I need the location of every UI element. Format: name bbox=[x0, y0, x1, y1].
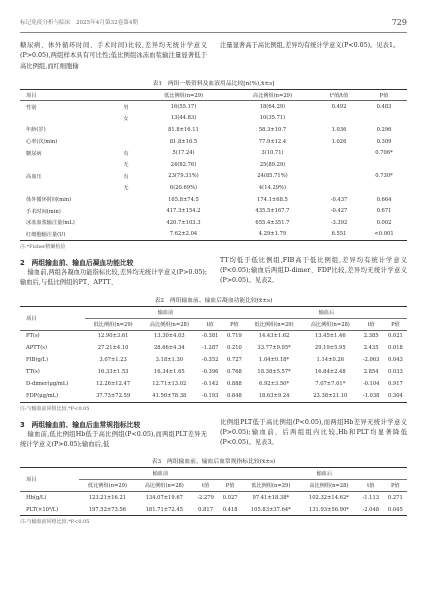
section3-right-paragraph: 比例组PLT低于高比例组(P<0.05),而两组Hb差异无统计学意义(P>0.05);输血前、后两组组内比较,Hb和PLT均显著降低(P<0.05)。见表3。 bbox=[220, 418, 407, 447]
table1-cell: 0.664 bbox=[376, 196, 392, 203]
table3-header-cell: 高比例组(n=28) bbox=[136, 480, 193, 492]
table1-note: 注:*Fisher精确检验 bbox=[20, 243, 66, 250]
table2-group-row bbox=[20, 306, 407, 318]
table2-cell: 23.38±21.10 bbox=[302, 390, 358, 402]
table1-cell: 年龄(岁) bbox=[26, 127, 46, 134]
table1-cell bbox=[20, 182, 113, 194]
table2-cell: 0.033 bbox=[387, 369, 403, 375]
table1-cell: 1.036 bbox=[331, 126, 347, 133]
table1-cell: 24(85.71%) bbox=[257, 173, 288, 180]
table1-row bbox=[20, 229, 407, 241]
table2-cell: 2.854 bbox=[363, 369, 379, 375]
table2-row bbox=[20, 378, 407, 390]
table3-header-cell: P值 bbox=[218, 480, 241, 492]
table1-cell: 420.7±103.3 bbox=[166, 219, 201, 226]
table3-header-cell: 项目 bbox=[20, 468, 79, 492]
table1-row bbox=[20, 182, 407, 194]
table2-header-cell: 低比例组(n=29) bbox=[85, 318, 141, 330]
table1-cell bbox=[113, 205, 139, 217]
section3-heading: 3 两组输血前、输血后血常规指标比较 bbox=[20, 420, 141, 429]
table1-cell: 13(44.83) bbox=[170, 115, 197, 122]
table2-cell: -1.038 bbox=[358, 390, 383, 402]
table1-cell: 冰冻血浆输注量(mL) bbox=[26, 220, 75, 227]
table1-cell: 糖尿病 bbox=[26, 150, 42, 157]
table2-cell: 0.018 bbox=[387, 345, 403, 351]
table1-cell: 男 bbox=[123, 104, 129, 111]
table2-cell: -0.396 bbox=[201, 369, 219, 375]
table3-cell: 197.52±73.56 bbox=[79, 504, 136, 516]
table3-cell: 134.07±19.67 bbox=[145, 495, 183, 502]
table1-cell: 4.29±1.79 bbox=[228, 229, 317, 241]
table1-cell: 81.8±16.11 bbox=[168, 126, 199, 133]
table1-cell: 6.551 bbox=[317, 229, 361, 241]
table2-header-cell: 高比例组(n=28) bbox=[141, 318, 197, 330]
table1-cell: 81.8±16.5 bbox=[169, 138, 198, 145]
table2-header-cell: 项目 bbox=[20, 306, 85, 330]
table1-cell: <0.001 bbox=[361, 229, 407, 241]
table1-cell: -0.427 bbox=[330, 208, 348, 215]
table2-header-cell: P值 bbox=[384, 318, 407, 330]
table3-cell: 0.027 bbox=[222, 495, 238, 502]
table1-cell: 0.706* bbox=[375, 150, 393, 157]
table2-cell: 0.727 bbox=[226, 357, 242, 363]
table1-header-cell: 项目 bbox=[20, 89, 113, 101]
table3-cell: -1.113 bbox=[362, 495, 380, 502]
table1-cell bbox=[113, 124, 139, 136]
table2-cell: 12.71±13.02 bbox=[152, 381, 187, 387]
intro-left-paragraph: 糖尿病、体外循环时间、手术时间)比较,差异均无统计学意义(P>0.05),两组样本具有可比性;低比例组冰冻血浆输注量显著低于高比例组,而红细胞输 bbox=[20, 42, 207, 70]
table3-header-cell: t值 bbox=[358, 480, 384, 492]
table2-cell: 0.719 bbox=[226, 333, 242, 340]
table2-cell: 13.45±1.46 bbox=[314, 333, 346, 340]
table2-cell: FIB(g/L) bbox=[26, 357, 49, 363]
table2-header-cell: 高比例组(n=28) bbox=[302, 318, 358, 330]
table1-cell bbox=[113, 229, 139, 241]
table1-cell: 655.4±351.7 bbox=[255, 219, 290, 226]
table2-cell: 12.90±3.61 bbox=[97, 333, 129, 340]
table3-cell: 0.817 bbox=[193, 504, 219, 516]
table3-cell: PLT(×10⁹/L) bbox=[20, 504, 79, 516]
running-head bbox=[20, 18, 407, 27]
table1-cell: 0.671 bbox=[376, 208, 392, 215]
table2-cell: 14.43±1.62 bbox=[258, 333, 290, 340]
table2-cell: 28.66±4.34 bbox=[153, 345, 185, 351]
header-rule bbox=[20, 32, 407, 33]
table2-cell: FDP(μg/mL) bbox=[20, 390, 85, 402]
section2-left-paragraph: 输血前,两组各凝血功能指标比较,差异均无统计学意义(P>0.05);输血后,与低比例组的PT、APTT、 bbox=[20, 268, 207, 287]
table2-caption: 表2 两组输血前、输血后凝血功能比较(x̄±s) bbox=[154, 297, 273, 304]
table2-cell: 3.18±1.30 bbox=[155, 357, 184, 363]
table1-cell: 0.483 bbox=[376, 104, 392, 111]
table2-header-cell: t值 bbox=[197, 318, 222, 330]
table2-header-cell: P值 bbox=[223, 318, 246, 330]
table1-row bbox=[20, 101, 407, 113]
table2-body bbox=[20, 330, 407, 402]
table1-row bbox=[20, 124, 407, 136]
table1-row bbox=[20, 159, 407, 171]
table2-cell: 18.63±9.24 bbox=[246, 390, 302, 402]
table2-cell: TT(s) bbox=[26, 369, 40, 375]
table1-row bbox=[20, 147, 407, 159]
page-number: 729 bbox=[391, 18, 407, 27]
section2-right-paragraph: TT均低于低比例组,FIB高于低比例组,差异均有统计学意义(P<0.05);输血后两组D-dimer、FDP比较,差异均无统计学意义(P>0.05)。见表2。 bbox=[220, 256, 407, 285]
table3-cell: 105.83±37.64* bbox=[242, 504, 300, 516]
table1-cell: 24(82.76) bbox=[170, 161, 197, 168]
table1-cell: 0.730* bbox=[375, 173, 393, 180]
table1-caption: 表1 两组一般资料及血液用品比较[n(%),x̄±s] bbox=[152, 80, 275, 87]
table1-cell: 女 bbox=[123, 115, 129, 122]
table2-cell: 33.77±9.05* bbox=[257, 345, 291, 351]
table2-cell: -0.142 bbox=[201, 381, 219, 387]
table1-cell: 1.026 bbox=[331, 138, 347, 145]
table1-cell bbox=[361, 182, 407, 194]
table3-cell: 0.045 bbox=[384, 504, 407, 516]
table1-cell: 高血压 bbox=[26, 173, 42, 180]
table1-cell bbox=[20, 159, 113, 171]
table1-header-cell: P值 bbox=[361, 89, 407, 101]
table3-cell: -2.279 bbox=[197, 495, 214, 502]
table1-cell: 16(55.17) bbox=[170, 104, 197, 111]
table2-group-after: 输血后 bbox=[246, 306, 407, 318]
table1-cell: 心率(次/min) bbox=[26, 139, 58, 146]
table3-header-cell: 低比例组(n=29) bbox=[242, 480, 300, 492]
table2-cell: 6.92±3.50* bbox=[259, 381, 290, 387]
table2-cell: -0.352 bbox=[201, 357, 219, 363]
table2-header-cell: 低比例组(n=29) bbox=[246, 318, 302, 330]
table1-cell: 165.8±74.5 bbox=[168, 196, 199, 203]
table2-cell: 2.435 bbox=[363, 345, 379, 351]
table1-cell: 6(20.69%) bbox=[169, 184, 198, 191]
table3-header-cell: 低比例组(n=29) bbox=[79, 480, 136, 492]
table2-row bbox=[20, 390, 407, 402]
table2-cell: 16.33±1.53 bbox=[97, 369, 129, 375]
table2-cell: D-dimer(μg/mL) bbox=[26, 381, 69, 387]
table1-cell: -0.437 bbox=[330, 196, 348, 203]
table2-cell: 0.888 bbox=[226, 381, 242, 387]
table2-note: 注:与输血前同组比较,*P<0.05 bbox=[20, 405, 90, 412]
table1-row bbox=[20, 194, 407, 206]
table1-cell: 417.3±154.2 bbox=[166, 208, 201, 215]
table1-header-cell bbox=[113, 89, 139, 101]
table3-group-after: 输血后 bbox=[242, 468, 407, 480]
table2-header-cell: t值 bbox=[358, 318, 383, 330]
section3-text bbox=[20, 418, 407, 451]
table2-row bbox=[20, 366, 407, 378]
table2-cell: 3.07±1.23 bbox=[99, 357, 127, 363]
table2-cell: PT(s) bbox=[26, 333, 40, 340]
table1-row bbox=[20, 217, 407, 229]
table1-body bbox=[20, 101, 407, 240]
table2-row bbox=[20, 342, 407, 354]
table1-header-row bbox=[20, 89, 407, 101]
table3-cell: 102.32±14.62* bbox=[308, 495, 349, 502]
table1-cell: 有 bbox=[123, 173, 129, 180]
table3-cell: 0.418 bbox=[218, 504, 241, 516]
table2-cell: 16.34±1.65 bbox=[153, 369, 185, 375]
table3-header-cell: 高比例组(n=28) bbox=[300, 480, 358, 492]
section3-left-paragraph: 输血前,低比例组Hb低于高比例组(P<0.05),而两组PLT差异无统计学意义(P>0.05);输血后,低 bbox=[20, 430, 207, 449]
table3-group-row bbox=[20, 468, 407, 480]
table2-cell: 27.21±4.10 bbox=[97, 345, 129, 351]
table1-cell: 7.62±2.04 bbox=[139, 229, 228, 241]
table3-header-row bbox=[20, 480, 407, 492]
table1-cell: 0.002 bbox=[376, 219, 392, 226]
table1-cell: 无 bbox=[123, 185, 129, 192]
table2-cell: 0.210 bbox=[226, 345, 242, 351]
journal-page bbox=[20, 18, 407, 525]
table1-cell: 无 bbox=[123, 162, 129, 169]
table2-cell: 13.30±4.03 bbox=[153, 333, 185, 340]
table2-cell: -0.193 bbox=[197, 390, 222, 402]
table3-cell: 123.21±16.21 bbox=[88, 495, 127, 502]
table2-cell: 29.19±5.95 bbox=[314, 345, 346, 351]
table1-cell: 0.296 bbox=[376, 126, 392, 133]
table3 bbox=[20, 467, 407, 516]
table2-cell: 18.38±5.57* bbox=[257, 369, 291, 375]
table3-header-cell: P值 bbox=[384, 480, 407, 492]
table2-cell: 16.84±2.48 bbox=[314, 369, 346, 375]
table3-cell: 181.71±72.45 bbox=[136, 504, 193, 516]
table1-cell: -3.392 bbox=[330, 219, 348, 226]
table1-cell: 5(17.24) bbox=[172, 150, 195, 157]
table3-row bbox=[20, 492, 407, 504]
table3-caption: 表3 两组输血前、输血后血常规指标比较(x̄±s) bbox=[151, 459, 276, 466]
table2-row bbox=[20, 354, 407, 366]
table1-cell: 10(35.71) bbox=[259, 115, 286, 122]
table1-cell: 0.492 bbox=[331, 104, 347, 111]
table1-cell: 18(64.29) bbox=[259, 104, 286, 111]
intro-right-paragraph: 注量显著高于高比例组,差异均有统计学意义(P<0.05)。见表1。 bbox=[220, 42, 400, 49]
table1-header-cell: t²值/t值 bbox=[317, 89, 361, 101]
table2-cell: 41.56±78.38 bbox=[141, 390, 197, 402]
table1-cell: 4(14.29%) bbox=[258, 184, 287, 191]
table2-cell: 0.768 bbox=[226, 369, 242, 375]
table2-cell: 37.73±72.59 bbox=[85, 390, 141, 402]
table2-cell: -0.104 bbox=[362, 381, 380, 387]
table1-cell bbox=[317, 182, 361, 194]
table2-row bbox=[20, 330, 407, 342]
table1-cell bbox=[20, 113, 113, 125]
intro-text bbox=[20, 41, 407, 72]
table2-cell: -0.381 bbox=[201, 333, 219, 340]
table3-cell: Hb(g/L) bbox=[26, 495, 47, 502]
table1-cell bbox=[317, 171, 361, 183]
table1-cell: 0.309 bbox=[376, 138, 392, 145]
table2-cell: 0.021 bbox=[387, 333, 403, 340]
section2-text bbox=[20, 256, 407, 289]
table2-cell: 2.385 bbox=[363, 333, 379, 340]
table3-cell: 131.93±56.90* bbox=[300, 504, 358, 516]
table2-cell: 0.848 bbox=[223, 390, 246, 402]
table2-cell: APTT(s) bbox=[26, 345, 47, 351]
table1-cell: 手术时间(min) bbox=[26, 208, 61, 215]
table2-cell: 7.07±7.01* bbox=[315, 381, 346, 387]
table1-cell bbox=[317, 159, 361, 171]
table2-cell: 1.04±0.18* bbox=[259, 357, 290, 363]
table1-row bbox=[20, 205, 407, 217]
table1-cell: 435.5±167.7 bbox=[255, 208, 290, 215]
table1-row bbox=[20, 113, 407, 125]
table3-body bbox=[20, 492, 407, 516]
table1-cell: 有 bbox=[123, 150, 129, 157]
table2-cell: 0.304 bbox=[384, 390, 407, 402]
table1-cell: 174.1±68.5 bbox=[257, 196, 288, 203]
table1-cell bbox=[317, 113, 361, 125]
table1-cell: 3(10.71) bbox=[261, 150, 284, 157]
table2-cell: -2.063 bbox=[362, 357, 380, 363]
table1-cell: 体外循环时间(min) bbox=[26, 197, 72, 204]
table3-cell: 0.271 bbox=[387, 495, 403, 502]
table1-cell bbox=[361, 113, 407, 125]
table1-cell: 25(89.29) bbox=[259, 161, 286, 168]
section2-heading: 2 两组输血前、输血后凝血功能比较 bbox=[20, 258, 134, 267]
journal-title: 标记免疫分析与临床 2025年4月第32卷第4期 bbox=[20, 20, 138, 26]
table1-header-cell: 高比例组(n=29) bbox=[228, 89, 317, 101]
table2-cell: 0.917 bbox=[387, 381, 403, 387]
table2-cell: 12.26±12.47 bbox=[96, 381, 131, 387]
table3-cell: -2.048 bbox=[358, 504, 384, 516]
table1-cell: 77.9±12.4 bbox=[258, 138, 287, 145]
table2-cell: -1.287 bbox=[201, 345, 219, 351]
table1-cell: 23(79.31%) bbox=[168, 173, 199, 180]
table2-group-before: 输血前 bbox=[85, 306, 246, 318]
table3-cell: 97.41±18.38* bbox=[252, 495, 290, 502]
table1-header-cell: 低比例组(n=29) bbox=[139, 89, 228, 101]
table3-group-before: 输血前 bbox=[79, 468, 242, 480]
table2-cell: 0.043 bbox=[387, 357, 403, 363]
table2-cell: 1.14±0.26 bbox=[316, 357, 344, 363]
table1-cell bbox=[317, 147, 361, 159]
table1-cell bbox=[113, 194, 139, 206]
table3-row bbox=[20, 504, 407, 516]
table1-cell: 红细胞输注量(U) bbox=[20, 229, 113, 241]
table1 bbox=[20, 89, 407, 241]
table1-cell bbox=[361, 159, 407, 171]
table1-cell: 性别 bbox=[26, 104, 37, 111]
table1-cell bbox=[113, 136, 139, 148]
table1-cell bbox=[113, 217, 139, 229]
table3-header-cell: t值 bbox=[193, 480, 219, 492]
table3-note: 注:与输血前同组比较,*P<0.05 bbox=[20, 519, 90, 526]
table2 bbox=[20, 306, 407, 403]
table1-row bbox=[20, 136, 407, 148]
table1-cell: 58.3±10.7 bbox=[258, 126, 287, 133]
table1-row bbox=[20, 171, 407, 183]
